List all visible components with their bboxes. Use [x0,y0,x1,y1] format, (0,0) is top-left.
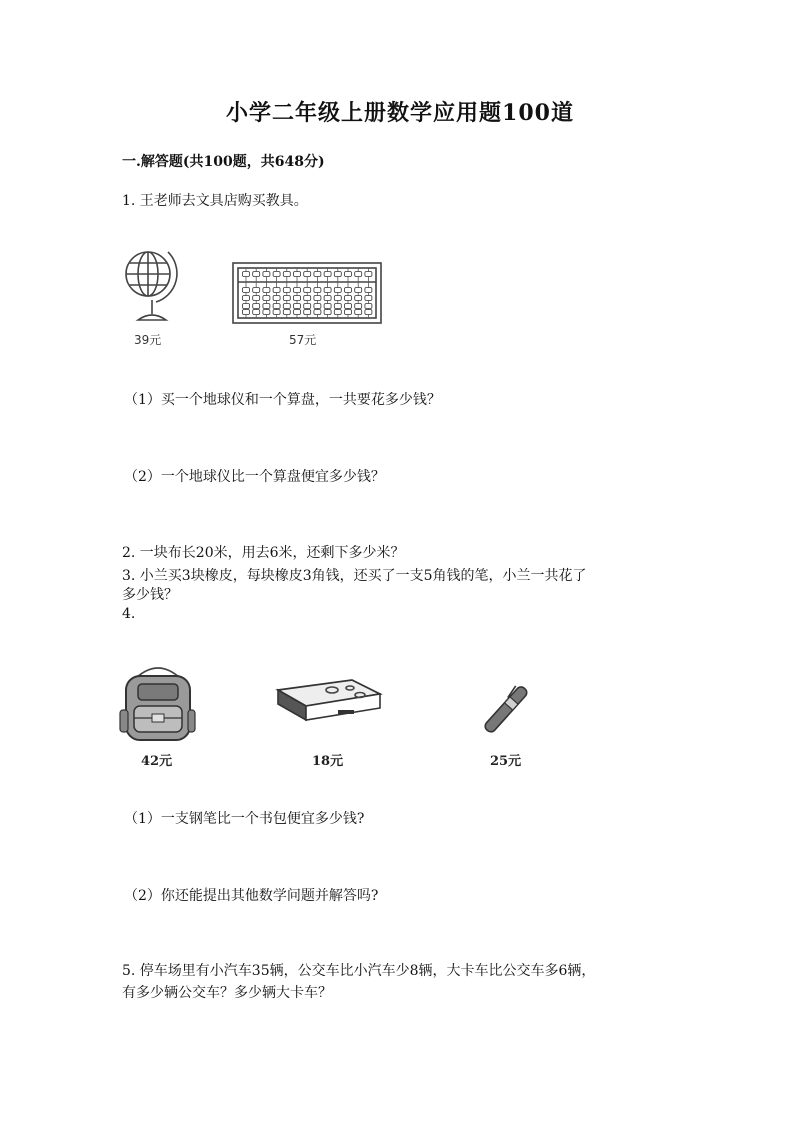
question-4-sub-2: （2）你还能提出其他数学问题并解答吗? [124,888,379,904]
question-1-sub-2: （2）一个地球仪比一个算盘便宜多少钱？ [124,469,385,485]
question-3-line-2: 多少钱？ [122,587,178,603]
question-1-stem: 1. 王老师去文具店购买教具。 [122,193,308,209]
question-5-line-2: 有多少辆公交车？多少辆大卡车？ [122,985,332,1001]
section-heading: 一.解答题(共100题，共648分) [122,154,325,170]
pencil-box-icon [272,676,384,722]
question-5-line-1: 5. 停车场里有小汽车35辆，公交车比小汽车少8辆，大卡车比公交车多6辆， [122,963,596,979]
abacus-icon [232,262,382,324]
backpack-price: 42元 [141,754,173,769]
page-title: 小学二年级上册数学应用题100道 [226,100,574,126]
backpack-icon [118,660,196,744]
globe-price: 39元 [134,333,162,347]
question-2: 2. 一块布长20米，用去6米，还剩下多少米？ [122,545,405,561]
pen-price: 25元 [490,754,522,769]
question-3-line-1: 3. 小兰买3块橡皮，每块橡皮3角钱，还买了一支5角钱的笔，小兰一共花了 [122,568,587,584]
pen-icon [476,682,538,736]
question-1-sub-1: （1）买一个地球仪和一个算盘，一共要花多少钱？ [124,392,441,408]
question-4-sub-1: （1）一支钢笔比一个书包便宜多少钱? [124,811,365,827]
question-4-stem: 4. [122,606,136,622]
abacus-price: 57元 [289,333,317,347]
pencil-box-price: 18元 [312,754,344,769]
globe-icon [122,244,186,326]
